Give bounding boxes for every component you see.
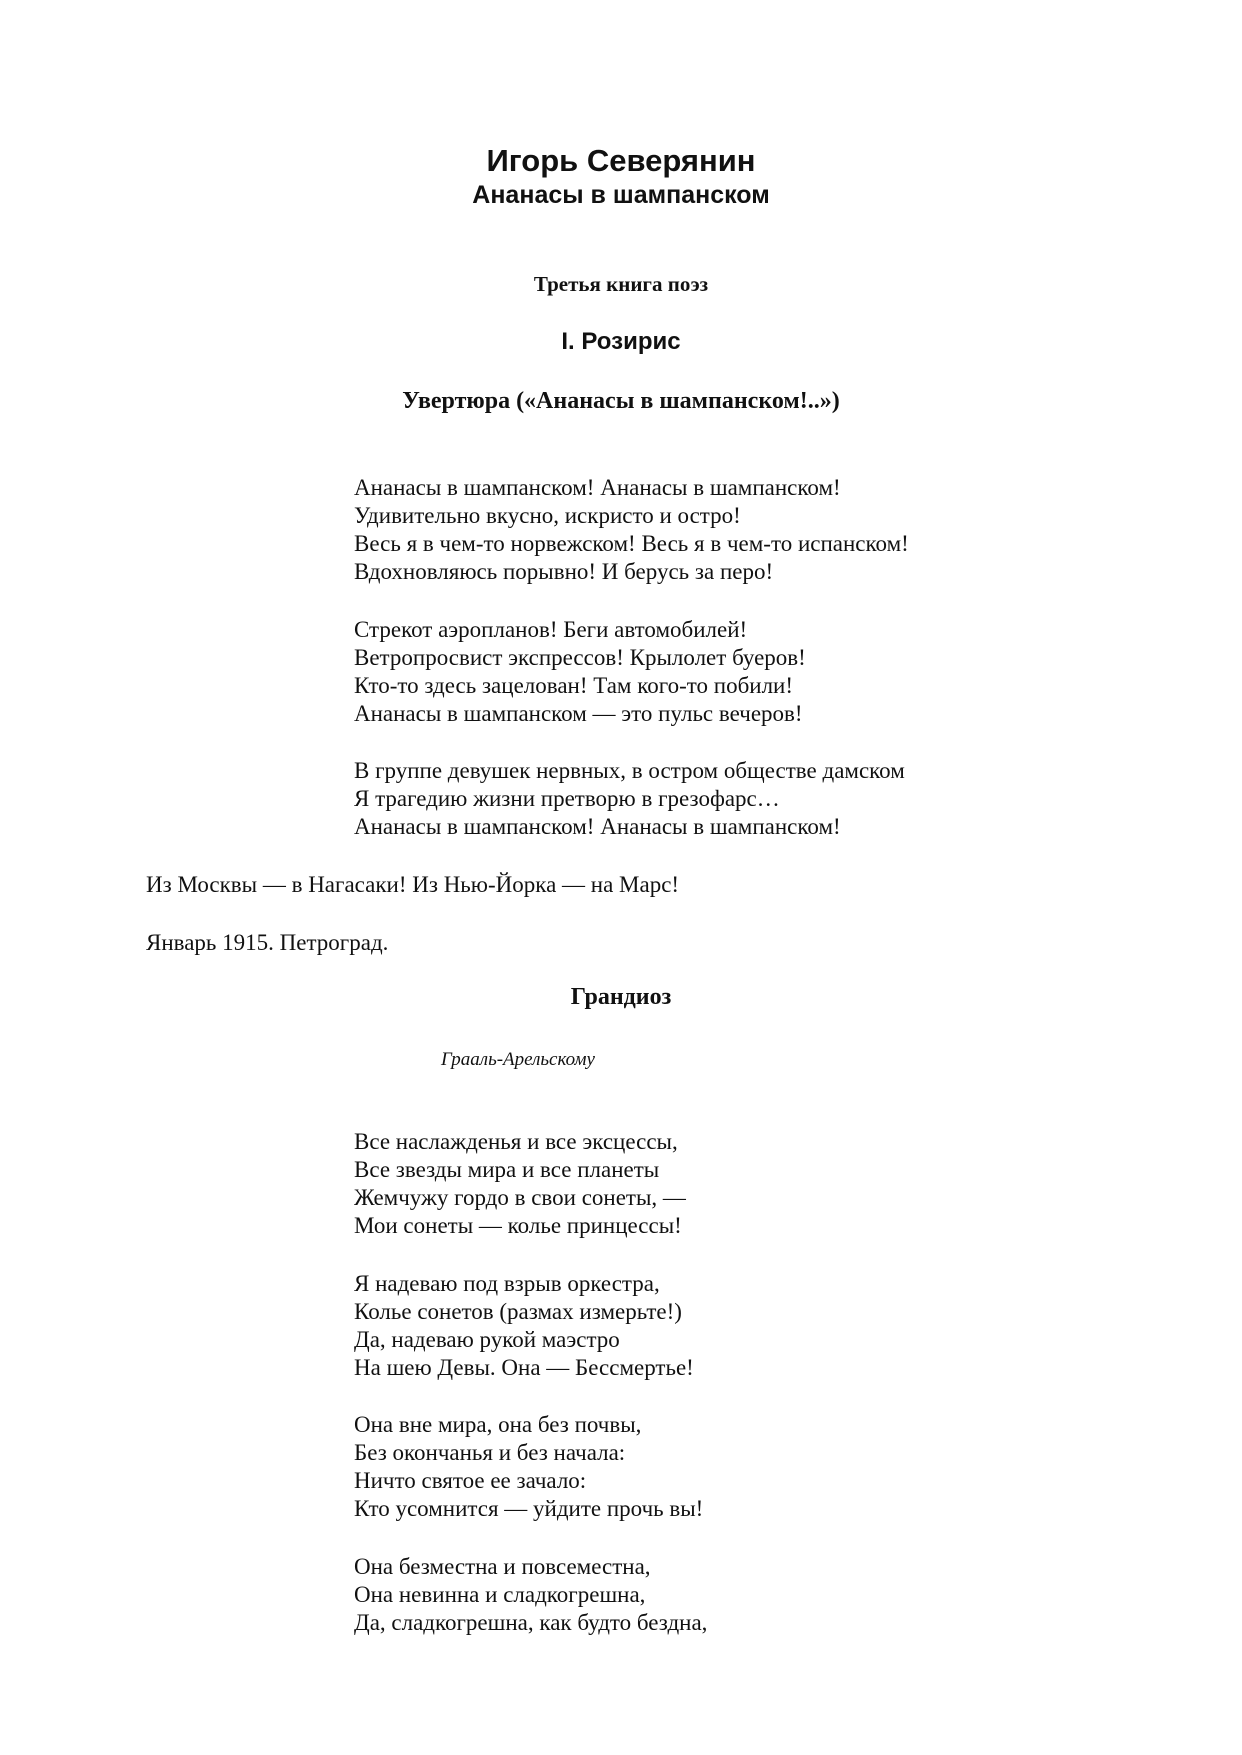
poem-line: Стрекот аэропланов! Беги автомобилей! bbox=[354, 617, 748, 642]
book-title: Ананасы в шампанском bbox=[472, 181, 770, 209]
poem-line: Ананасы в шампанском! Ананасы в шампанском! bbox=[354, 475, 841, 500]
poem-line: Колье сонетов (размах измерьте!) bbox=[354, 1299, 682, 1324]
poem-line: Она невинна и сладкогрешна, bbox=[354, 1582, 646, 1607]
poem-line: На шею Девы. Она — Бессмертье! bbox=[354, 1355, 694, 1380]
poem-line: Я надеваю под взрыв оркестра, bbox=[354, 1271, 660, 1296]
poem-line: Она безместна и повсеместна, bbox=[354, 1554, 651, 1579]
poem-line: Ананасы в шампанском — это пульс вечеров! bbox=[354, 701, 803, 726]
poem-line: Я трагедию жизни претворю в грезофарс… bbox=[354, 786, 780, 811]
poem-dedication: Грааль-Арельскому bbox=[441, 1049, 595, 1070]
poem-line: Да, надеваю рукой маэстро bbox=[354, 1327, 620, 1352]
poem-title-overture: Увертюра («Ананасы в шампанском!..») bbox=[402, 388, 840, 414]
section-title: I. Розирис bbox=[561, 328, 681, 355]
poem-title-grandioz: Грандиоз bbox=[570, 984, 672, 1010]
poem-last-line: Из Москвы — в Нагасаки! Из Нью-Йорка — на Марс! bbox=[146, 872, 680, 897]
poem-line: Жемчужу гордо в свои сонеты, — bbox=[354, 1185, 686, 1210]
poem-line: Без окончанья и без начала: bbox=[354, 1440, 626, 1465]
poem-line: Вдохновляюсь порывно! И берусь за перо! bbox=[354, 559, 774, 584]
author-name: Игорь Северянин bbox=[486, 143, 756, 178]
poem-line: Все звезды мира и все планеты bbox=[354, 1157, 660, 1182]
poem-line: Она вне мира, она без почвы, bbox=[354, 1412, 642, 1437]
book-subtitle: Третья книга поэз bbox=[533, 272, 709, 296]
poem-line: Мои сонеты — колье принцессы! bbox=[354, 1213, 682, 1238]
poem-line: Кто-то здесь зацелован! Там кого-то побили! bbox=[354, 673, 794, 698]
poem-line: В группе девушек нервных, в остром обществе дамском bbox=[354, 758, 905, 783]
poem-line: Да, сладкогрешна, как будто бездна, bbox=[354, 1610, 708, 1635]
poem-line: Ветропросвист экспрессов! Крылолет буеров! bbox=[354, 645, 806, 670]
poem-line: Удивительно вкусно, искристо и остро! bbox=[354, 503, 741, 528]
poem-line: Ничто святое ее зачало: bbox=[354, 1468, 587, 1493]
poem-line: Кто усомнится — уйдите прочь вы! bbox=[354, 1496, 704, 1521]
poem-line: Ананасы в шампанском! Ананасы в шампанском! bbox=[354, 814, 841, 839]
poem-line: Весь я в чем-то норвежском! Весь я в чем-то испанском! bbox=[354, 531, 909, 556]
poem-line: Все наслажденья и все эксцессы, bbox=[354, 1129, 678, 1154]
poem-date-place: Январь 1915. Петроград. bbox=[146, 930, 389, 955]
